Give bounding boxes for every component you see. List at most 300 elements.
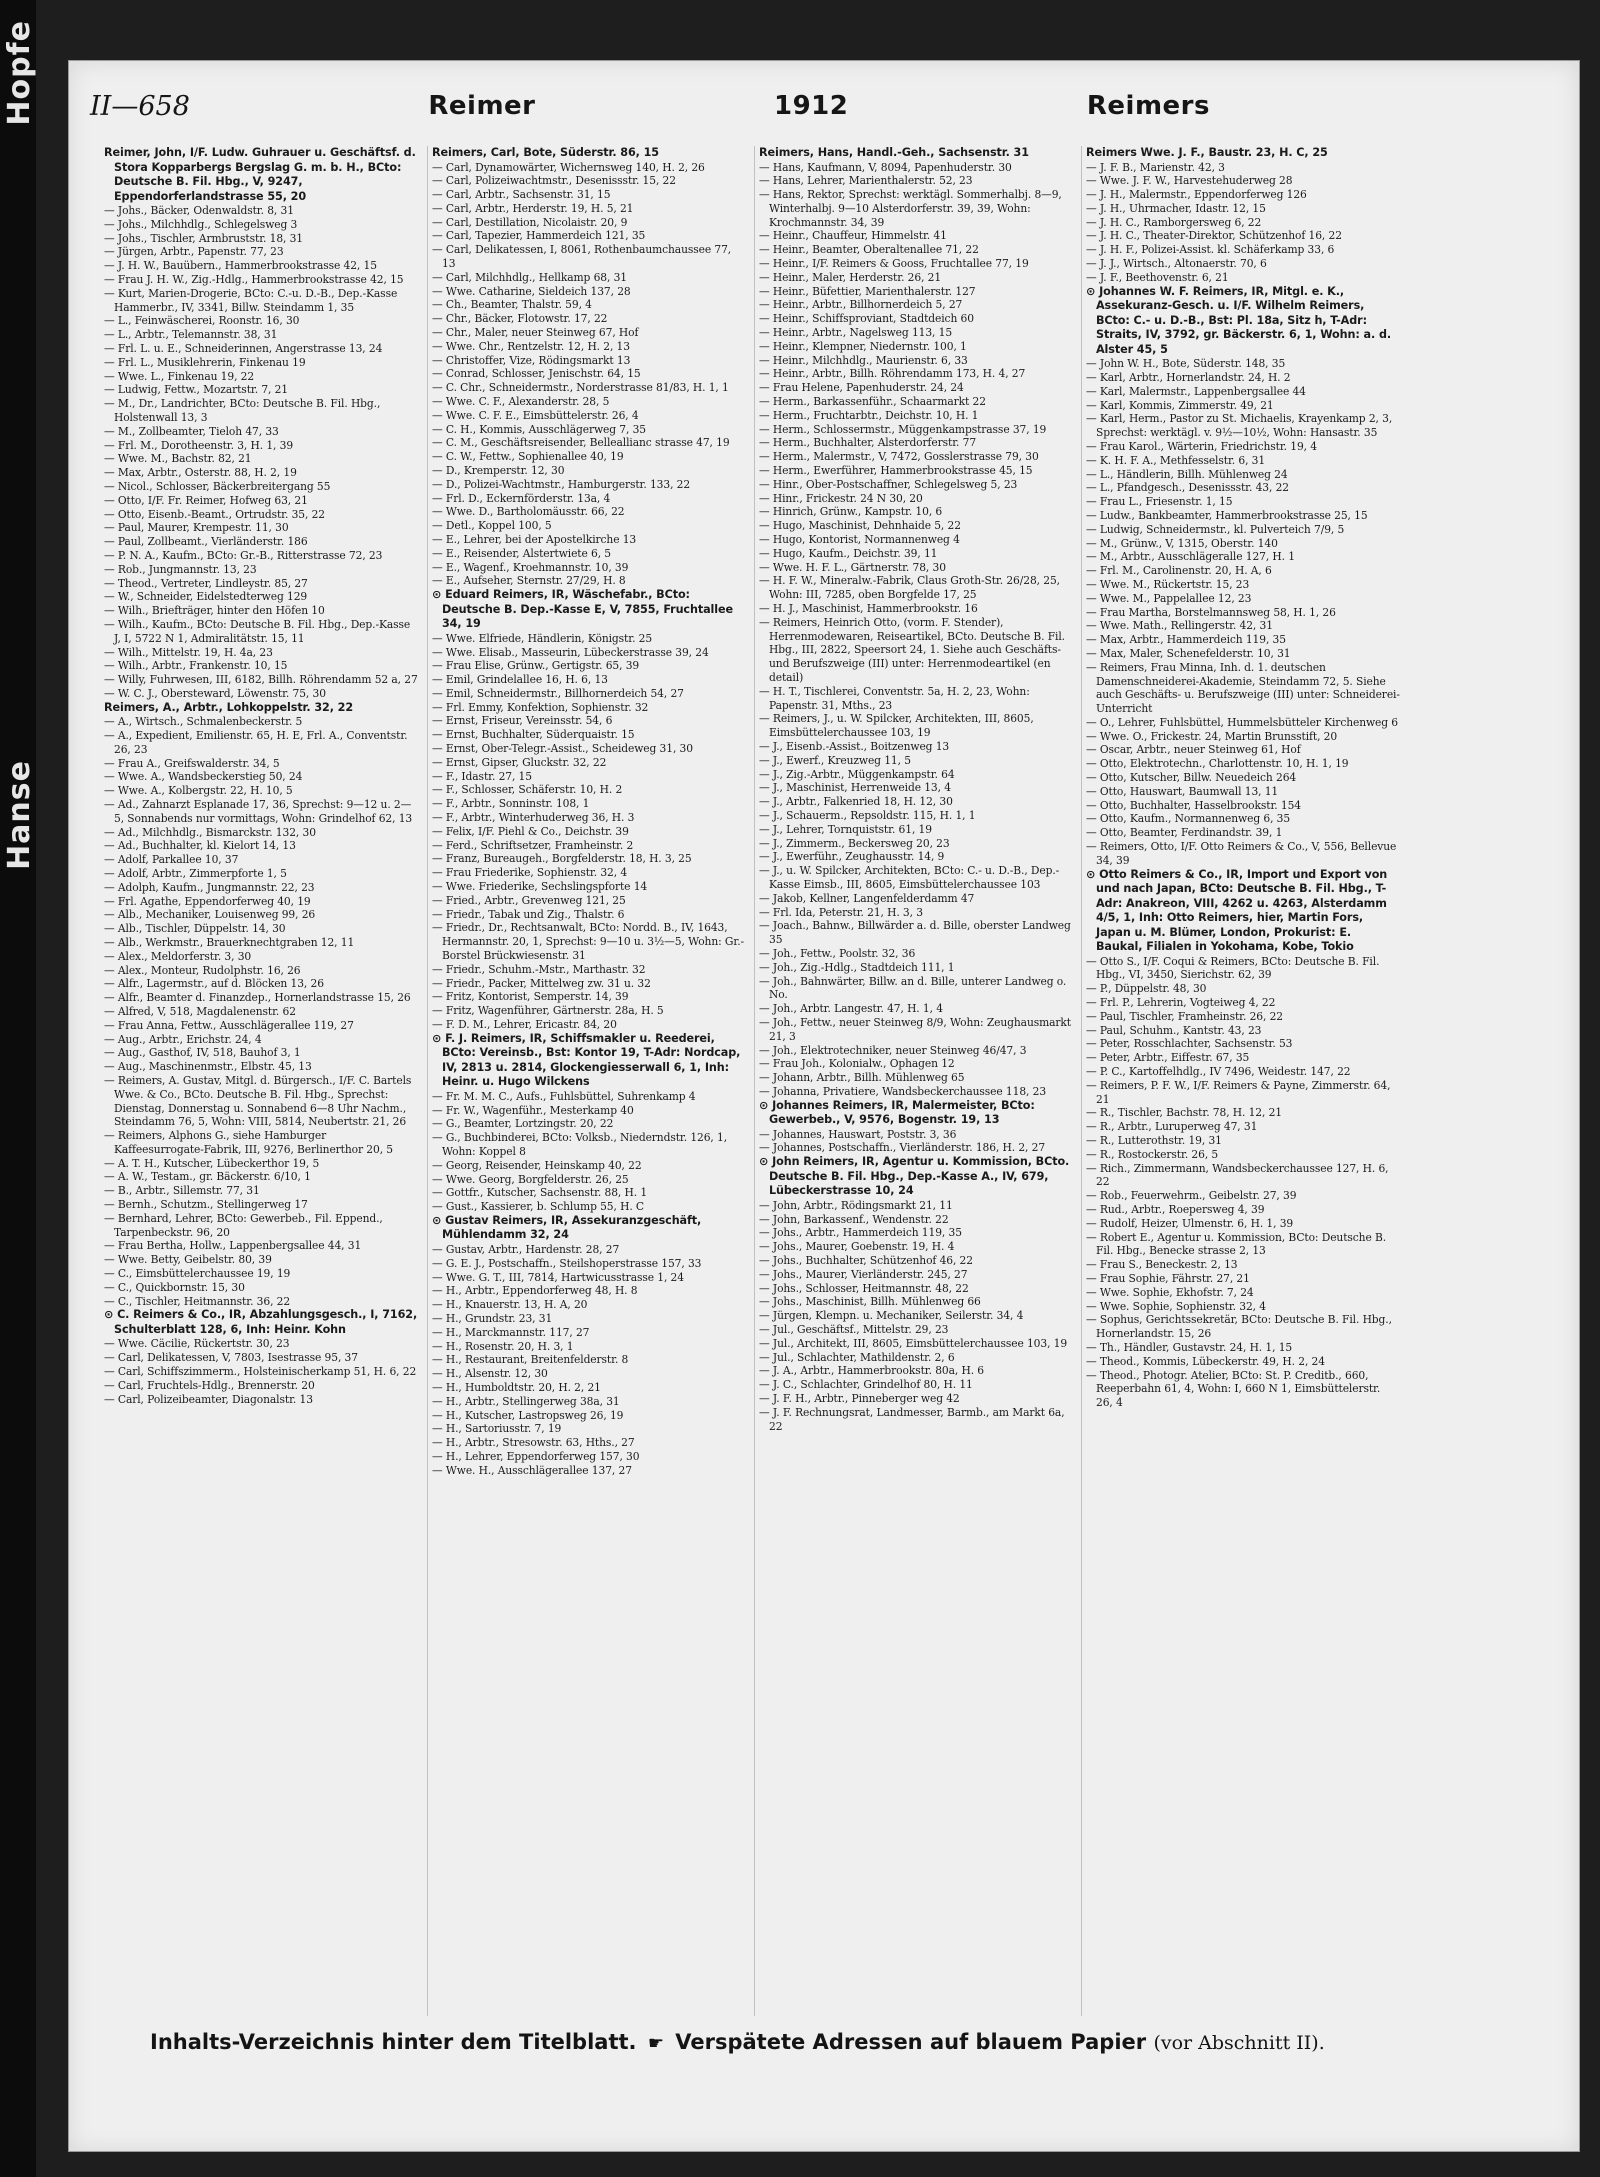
directory-entry: — E., Wagenf., Kroehmannstr. 10, 39 <box>432 560 629 574</box>
directory-column-1 <box>100 146 419 2016</box>
pointing-hand-icon: ☛ <box>647 2033 664 2054</box>
directory-entry: — P., Düppelstr. 48, 30 <box>1086 982 1207 996</box>
directory-entry: ⊙ Eduard Reimers, IR, Wäschefabr., BCto: Deutsche B. Dep.-Kasse E, V, 7855, Fruchtallee 34, 19 <box>432 588 733 631</box>
adjacent-page-text-bottom: Hanse <box>2 760 37 870</box>
directory-entry: — Johs., Bäcker, Odenwaldstr. 8, 31 <box>104 204 294 217</box>
directory-entry: — J. H. F., Polizei-Assist. kl. Schäferkamp 33, 6 <box>1086 243 1335 257</box>
directory-entry: — R., Lutterothstr. 19, 31 <box>1086 1134 1222 1148</box>
directory-entry: — Johs., Maurer, Goebenstr. 19, H. 4 <box>759 1240 955 1254</box>
directory-column-3 <box>754 146 1073 2016</box>
directory-entry: — Frau Bertha, Hollw., Lappenbergsallee 44, 31 <box>104 1239 362 1253</box>
directory-entry: — Johs., Maschinist, Billh. Mühlenweg 66 <box>759 1295 981 1309</box>
directory-entry: — J. F. Rechnungsrat, Landmesser, Barmb., am Markt 6a, 22 <box>759 1405 1065 1433</box>
directory-entry: — Wwe. H., Ausschlägerallee 137, 27 <box>432 1463 632 1477</box>
directory-column-4 <box>1081 146 1400 2016</box>
directory-entry: — Wwe. H. F. L., Gärtnerstr. 78, 30 <box>759 560 946 574</box>
directory-entry: — Ernst, Ober-Telegr.-Assist., Scheideweg 31, 30 <box>432 742 693 756</box>
directory-entry: — Johann, Arbtr., Billh. Mühlenweg 65 <box>759 1071 965 1085</box>
directory-entry: — Carl, Dynamowärter, Wichernsweg 140, H. 2, 26 <box>432 160 705 174</box>
directory-entry: — Heinr., Milchhdlg., Maurienstr. 6, 33 <box>759 353 968 367</box>
directory-entry: — Carl, Schiffszimmerm., Holsteinischerkamp 51, H. 6, 22 <box>104 1365 417 1379</box>
directory-entry: — J. H., Uhrmacher, Idastr. 12, 15 <box>1086 201 1266 215</box>
directory-entry: — Hans, Kaufmann, V, 8094, Papenhuderstr. 30 <box>759 160 1012 174</box>
directory-entry: — Herm., Barkassenführ., Schaarmarkt 22 <box>759 395 986 409</box>
directory-entry: — Heinr., Chauffeur, Himmelstr. 41 <box>759 229 947 243</box>
directory-entry: — P. C., Kartoffelhdlg., IV 7496, Weidestr. 147, 22 <box>1086 1065 1351 1079</box>
directory-entry: — C., Tischler, Heitmannstr. 36, 22 <box>104 1294 291 1308</box>
directory-entry: — Frau A., Greifswalderstr. 34, 5 <box>104 756 280 770</box>
directory-entry: — Wwe. Betty, Geibelstr. 80, 39 <box>104 1253 272 1267</box>
directory-entry: — J., Lehrer, Tornquiststr. 61, 19 <box>759 822 932 836</box>
directory-entry: — Detl., Koppel 100, 5 <box>432 519 552 533</box>
directory-entry: — Friedr., Tabak und Zig., Thalstr. 6 <box>432 907 625 921</box>
directory-entry: — H. J., Maschinist, Hammerbrookstr. 16 <box>759 602 978 615</box>
directory-entry: — Robert E., Agentur u. Kommission, BCto: Deutsche B. Fil. Hbg., Benecke strasse 2, 13 <box>1086 1230 1387 1258</box>
directory-entry: — Carl, Delikatessen, I, 8061, Rothenbaumchaussee 77, 13 <box>432 243 732 271</box>
directory-entry: — Friedr., Dr., Rechtsanwalt, BCto: Nordd. B., IV, 1643, Hermannstr. 20, 1, Sprechst: 9—10 u. 3½—5, Wohn: Gr.-Borstel Brückwiesenstr. 31 <box>432 921 745 963</box>
directory-entry: — Wwe. G. T., III, 7814, Hartwicusstrasse 1, 24 <box>432 1270 684 1284</box>
directory-entry: — Wwe. A., Wandsbeckerstieg 50, 24 <box>104 770 303 784</box>
directory-entry: — Reimers, Heinrich Otto, (vorm. F. Stender), Herrenmodewaren, Reiseartikel, BCto. Deutsche B. Fil. Hbg., III, 2822, Speersort 24, 1. Siehe auch Geschäfts- und Berufszweige (III) unter: Herrenmodeartikel (en detail) <box>759 615 1065 684</box>
directory-entry: — W., Schneider, Eidelstedterweg 129 <box>104 590 308 604</box>
directory-entry: — Wilh., Kaufm., BCto: Deutsche B. Fil. Hbg., Dep.-Kasse J, I, 5722 N 1, Admiralitätstr. 15, 11 <box>104 617 411 645</box>
directory-entry: — H., Kutscher, Lastropsweg 26, 19 <box>432 1408 624 1422</box>
directory-entry: — Herm., Ewerführer, Hammerbrookstrasse 45, 15 <box>759 464 1033 478</box>
directory-entry: — Johs., Maurer, Vierländerstr. 245, 27 <box>759 1267 968 1281</box>
directory-entry: — Paul, Zollbeamt., Vierländerstr. 186 <box>104 535 308 549</box>
directory-entry: — Oscar, Arbtr., neuer Steinweg 61, Hof <box>1086 743 1301 757</box>
directory-entry: — Heinr., Schiffsproviant, Stadtdeich 60 <box>759 312 974 326</box>
directory-entry: — Wwe. M., Pappelallee 12, 23 <box>1086 591 1252 605</box>
footer-section-reference: (vor Abschnitt II). <box>1153 2032 1325 2054</box>
directory-entry: — Joh., Fettw., neuer Steinweg 8/9, Wohn: Zeughausmarkt 21, 3 <box>759 1015 1072 1043</box>
directory-entry: — F., Arbtr., Winterhuderweg 36, H. 3 <box>432 811 635 825</box>
directory-entry: — Ad., Milchhdlg., Bismarckstr. 132, 30 <box>104 825 316 839</box>
directory-entry: — Reimers, Frau Minna, Inh. d. 1. deutschen Damenschneiderei-Akademie, Steindamm 72, 5. Siehe auch Geschäfts- u. Berufszweige (III) unter: Schneiderei-Unterricht <box>1086 660 1400 716</box>
directory-entry: — Reimers, P. F. W., I/F. Reimers & Payne, Zimmerstr. 64, 21 <box>1086 1078 1391 1106</box>
directory-entry: — Alb., Werkmstr., Brauerknechtgraben 12, 11 <box>104 935 355 949</box>
directory-entry: — W. C. J., Obersteward, Löwenstr. 75, 30 <box>104 686 326 700</box>
directory-entry: — Rich., Zimmermann, Wandsbeckerchaussee 127, H. 6, 22 <box>1086 1161 1389 1189</box>
directory-entry: — Fr. W., Wagenführ., Mesterkamp 40 <box>432 1103 634 1117</box>
directory-entry: — H., Lehrer, Eppendorferweg 157, 30 <box>432 1449 640 1463</box>
directory-entry: — Bernh., Schutzm., Stellingerweg 17 <box>104 1198 308 1212</box>
directory-entry: — Fritz, Wagenführer, Gärtnerstr. 28a, H. 5 <box>432 1004 664 1018</box>
directory-entry: — Jul., Schlachter, Mathildenstr. 2, 6 <box>759 1350 955 1364</box>
directory-entry: — E., Reisender, Alstertwiete 6, 5 <box>432 546 612 560</box>
directory-entry: — Aug., Maschinenmstr., Elbstr. 45, 13 <box>104 1060 312 1074</box>
directory-entry: — H., Arbtr., Eppendorferweg 48, H. 8 <box>432 1284 638 1298</box>
directory-entry: — Carl, Fruchtels-Hdlg., Brennerstr. 20 <box>104 1378 315 1392</box>
directory-entry: — Gottfr., Kutscher, Sachsenstr. 88, H. 1 <box>432 1186 648 1200</box>
directory-entry: — Otto, Eisenb.-Beamt., Ortrudstr. 35, 22 <box>104 507 325 521</box>
directory-entry: — Wwe. L., Finkenau 19, 22 <box>104 369 255 383</box>
directory-entry: — Herm., Schlossermstr., Müggenkampstrasse 37, 19 <box>759 422 1047 436</box>
directory-entry: — Ch., Beamter, Thalstr. 59, 4 <box>432 298 592 312</box>
directory-entry: — Frl. P., Lehrerin, Vogteiweg 4, 22 <box>1086 996 1276 1010</box>
directory-entry: ⊙ John Reimers, IR, Agentur u. Kommission, BCto. Deutsche B. Fil. Hbg., Dep.-Kasse A., IV, 679, Lübeckerstrasse 10, 24 <box>759 1155 1070 1198</box>
directory-entry: — Ad., Zahnarzt Esplanade 17, 36, Sprechst: 9—12 u. 2—5, Sonnabends nur vormittags, Wohn: Grindelhof 62, 13 <box>104 797 413 825</box>
directory-entry: — Wilh., Mittelstr. 19, H. 4a, 23 <box>104 645 273 659</box>
directory-entry: — Hans, Rektor, Sprechst: werktägl. Sommerhalbj. 8—9, Winterhalbj. 9—10 Alsterdorferstr. 39, 39, Wohn: Krochmannstr. 34, 39 <box>759 188 1062 229</box>
directory-entry: — Alb., Tischler, Düppelstr. 14, 30 <box>104 922 286 936</box>
directory-entry: — Ludwig, Fettw., Mozartstr. 7, 21 <box>104 383 289 397</box>
directory-entry: — Otto S., I/F. Coqui & Reimers, BCto: Deutsche B. Fil. Hbg., VI, 3450, Sierichstr. 62, 39 <box>1086 954 1380 982</box>
directory-entry: — Chr., Maler, neuer Steinweg 67, Hof <box>432 326 639 340</box>
directory-entry: — Joh., Arbtr. Langestr. 47, H. 1, 4 <box>759 1002 943 1016</box>
directory-entry: — Wilh., Briefträger, hinter den Höfen 10 <box>104 604 325 618</box>
directory-entry: — Reimers, Alphons G., siehe Hamburger Kaffeesurrogate-Fabrik, III, 9276, Berlinerthor 20, 5 <box>104 1129 393 1156</box>
directory-entry: — Johs., Arbtr., Hammerdeich 119, 35 <box>759 1226 962 1240</box>
directory-entry: — Johs., Tischler, Armbruststr. 18, 31 <box>104 231 304 245</box>
directory-entry: — Johs., Milchhdlg., Schlegelsweg 3 <box>104 217 298 231</box>
directory-entry: — Hugo, Kontorist, Normannenweg 4 <box>759 533 960 547</box>
directory-entry: — L., Feinwäscherei, Roonstr. 16, 30 <box>104 314 300 328</box>
directory-entry: — Carl, Arbtr., Sachsenstr. 31, 15 <box>432 188 611 202</box>
directory-entry: ⊙ Johannes Reimers, IR, Malermeister, BCto: Gewerbeb., V, 9576, Bogenstr. 19, 13 <box>759 1098 1035 1127</box>
directory-entry: — F., Arbtr., Sonninstr. 108, 1 <box>432 797 590 811</box>
directory-entry: — Carl, Destillation, Nicolaistr. 20, 9 <box>432 215 628 229</box>
page-header <box>90 80 1210 132</box>
directory-entry: Reimers Wwe. J. F., Baustr. 23, H. C, 25 <box>1086 146 1328 159</box>
directory-entry: — Carl, Polizeibeamter, Diagonalstr. 13 <box>104 1392 313 1406</box>
directory-entry: — P. N. A., Kaufm., BCto: Gr.-B., Ritterstrasse 72, 23 <box>104 548 383 562</box>
directory-entry: — G. E. J., Postschaffn., Steilshoperstrasse 157, 33 <box>432 1256 702 1270</box>
directory-entry: — Reimers, J., u. W. Spilcker, Architekten, III, 8605, Eimsbüttelerchaussee 103, 19 <box>759 712 1034 740</box>
directory-entry: — J., Eisenb.-Assist., Boitzenweg 13 <box>759 739 950 753</box>
directory-entry: — Christoffer, Vize, Rödingsmarkt 13 <box>432 353 631 367</box>
directory-entry: — Friedr., Packer, Mittelweg zw. 31 u. 32 <box>432 976 651 990</box>
directory-entry: — J. F. B., Marienstr. 42, 3 <box>1086 160 1225 174</box>
directory-entry: — J. A., Arbtr., Hammerbrookstr. 80a, H. 6 <box>759 1364 985 1378</box>
directory-entry: — Paul, Maurer, Krempestr. 11, 30 <box>104 521 289 535</box>
directory-entry: — Ernst, Gipser, Gluckstr. 32, 22 <box>432 755 607 769</box>
directory-entry: — Frl. Emmy, Konfektion, Sophienstr. 32 <box>432 700 649 714</box>
directory-entry: — Heinr., Arbtr., Billhornerdeich 5, 27 <box>759 298 963 312</box>
directory-entry: — Alb., Mechaniker, Louisenweg 99, 26 <box>104 908 316 922</box>
directory-entry: — J. H. C., Theater-Direktor, Schützenhof 16, 22 <box>1086 229 1342 243</box>
directory-entry: — Alfred, V, 518, Magdalenenstr. 62 <box>104 1004 296 1018</box>
directory-entry: — Frau Friederike, Sophienstr. 32, 4 <box>432 866 628 880</box>
directory-entry: — C. W., Fettw., Sophienallee 40, 19 <box>432 450 624 464</box>
directory-entry: — Frau Helene, Papenhuderstr. 24, 24 <box>759 381 964 395</box>
directory-entry: — Wilh., Arbtr., Frankenstr. 10, 15 <box>104 659 288 673</box>
directory-entry: — Frl. Ida, Peterstr. 21, H. 3, 3 <box>759 905 923 919</box>
directory-entry: — Theod., Photogr. Atelier, BCto: St. P. Creditb., 660, Reeperbahn 61, 4, Wohn: I, 660 N 1, Eimsbüttelerstr. 26, 4 <box>1086 1368 1381 1410</box>
directory-entry: — A. W., Testam., gr. Bäckerstr. 6/10, 1 <box>104 1170 311 1184</box>
directory-entry: — Theod., Kommis, Lübeckerstr. 49, H. 2, 24 <box>1086 1354 1325 1368</box>
directory-entry: — Hugo, Maschinist, Dehnhaide 5, 22 <box>759 519 961 533</box>
directory-entry: — Ernst, Friseur, Vereinsstr. 54, 6 <box>432 714 613 728</box>
directory-entry: — Rob., Feuerwehrm., Geibelstr. 27, 39 <box>1086 1189 1297 1203</box>
directory-entry: Reimer, John, I/F. Ludw. Guhrauer u. Geschäftsf. d. Stora Kopparbergs Bergslag G. m. b. H., BCto: Deutsche B. Fil. Hbg., V, 9247, Eppendorferlandstrasse 55, 20 <box>104 146 416 203</box>
page-number: II—658 <box>90 90 190 122</box>
directory-entry: — R., Rostockerstr. 26, 5 <box>1086 1147 1219 1161</box>
directory-entry: — Gustav, Arbtr., Hardenstr. 28, 27 <box>432 1242 620 1256</box>
directory-entry: — Joh., Zig.-Hdlg., Stadtdeich 111, 1 <box>759 960 955 974</box>
directory-entry: ⊙ Johannes W. F. Reimers, IR, Mitgl. e. K., Assekuranz-Gesch. u. I/F. Wilhelm Reimers, BCto: C.- u. D.-B., Bst: Pl. 18a, Sitz h, T-Adr: Straits, IV, 3792, gr. Bäckerstr. 6, 1, Wohn: a. d. Alster 45, 5 <box>1086 284 1391 356</box>
directory-entry: — Heinr., Arbtr., Billh. Röhrendamm 173, H. 4, 27 <box>759 367 1026 381</box>
directory-entry: — D., Kremperstr. 12, 30 <box>432 464 565 478</box>
directory-entry: — Wwe. Catharine, Sieldeich 137, 28 <box>432 284 631 298</box>
directory-entry: — Friedr., Schuhm.-Mstr., Marthastr. 32 <box>432 962 646 976</box>
directory-entry: — C. Chr., Schneidermstr., Norderstrasse 81/83, H. 1, 1 <box>432 381 729 395</box>
directory-entry: — Wwe. Sophie, Ekhofstr. 7, 24 <box>1086 1285 1254 1299</box>
directory-entry: — Joh., Bahnwärter, Billw. an d. Bille, unterer Landweg o. No. <box>759 974 1067 1002</box>
directory-entry: — A., Wirtsch., Schmalenbeckerstr. 5 <box>104 715 303 729</box>
directory-entry: — Otto, Beamter, Ferdinandstr. 39, 1 <box>1086 826 1283 840</box>
directory-entry: — Ludwig, Schneidermstr., kl. Pulverteich 7/9, 5 <box>1086 522 1345 536</box>
directory-entry: — Johs., Buchhalter, Schützenhof 46, 22 <box>759 1253 973 1267</box>
directory-entry: — Paul, Schuhm., Kantstr. 43, 23 <box>1086 1023 1262 1037</box>
directory-entry: — E., Lehrer, bei der Apostelkirche 13 <box>432 533 637 547</box>
directory-entry: — Alex., Meldorferstr. 3, 30 <box>104 949 252 963</box>
directory-entry: — J. F. H., Arbtr., Pinneberger weg 42 <box>759 1391 960 1405</box>
directory-entry: — Max, Arbtr., Hammerdeich 119, 35 <box>1086 633 1286 647</box>
adjacent-page-text-top: Hopfe <box>2 20 37 126</box>
directory-entry: — J., Zig.-Arbtr., Müggenkampstr. 64 <box>759 767 955 781</box>
directory-entry: — Heinr., Büfettier, Marienthalerstr. 127 <box>759 284 976 298</box>
directory-entry: — Fried., Arbtr., Grevenweg 121, 25 <box>432 893 626 907</box>
directory-entry: — J. H., Malermstr., Eppendorferweg 126 <box>1086 188 1307 202</box>
directory-entry: — D., Polizei-Wachtmstr., Hamburgerstr. 133, 22 <box>432 477 691 491</box>
directory-entry: — J., Ewerführ., Zeughausstr. 14, 9 <box>759 850 945 864</box>
directory-entry: — H., Grundstr. 23, 31 <box>432 1311 553 1325</box>
directory-entry: — Otto, Hauswart, Baumwall 13, 11 <box>1086 784 1279 798</box>
directory-entry: — Otto, Elektrotechn., Charlottenstr. 10, H. 1, 19 <box>1086 757 1349 771</box>
directory-entry: — Gust., Kassierer, b. Schlump 55, H. C <box>432 1200 644 1214</box>
directory-entry: — Jürgen, Arbtr., Papenstr. 77, 23 <box>104 245 284 259</box>
directory-entry: — Ferd., Schriftsetzer, Framheinstr. 2 <box>432 838 634 852</box>
directory-entry: — Frau Karol., Wärterin, Friedrichstr. 19, 4 <box>1086 439 1317 453</box>
directory-entry: — Frl. L., Musiklehrerin, Finkenau 19 <box>104 355 306 369</box>
directory-entry: — Ernst, Buchhalter, Süderquaistr. 15 <box>432 728 635 742</box>
directory-entry: — H., Arbtr., Stresowstr. 63, Hths., 27 <box>432 1436 635 1450</box>
directory-entry: — C., Quickbornstr. 15, 30 <box>104 1280 245 1294</box>
directory-entry: — Adolf, Parkallee 10, 37 <box>104 853 239 867</box>
directory-entry: — Frau Sophie, Fährstr. 27, 21 <box>1086 1271 1250 1285</box>
directory-entry: — Fritz, Kontorist, Semperstr. 14, 39 <box>432 990 629 1004</box>
directory-entry: — Emil, Grindelallee 16, H. 6, 13 <box>432 673 608 687</box>
directory-entry: — Paul, Tischler, Framheinstr. 26, 22 <box>1086 1009 1283 1023</box>
directory-entry: — F., Schlosser, Schäferstr. 10, H. 2 <box>432 783 623 797</box>
header-last-name: Reimers <box>1086 91 1210 121</box>
directory-entry: — Georg, Reisender, Heinskamp 40, 22 <box>432 1158 642 1172</box>
directory-entry: — K. H. F. A., Methfesselstr. 6, 31 <box>1086 453 1266 467</box>
directory-entry: — Heinr., Maler, Herderstr. 26, 21 <box>759 270 942 284</box>
directory-entry: — Frau J. H. W., Zig.-Hdlg., Hammerbrookstrasse 42, 15 <box>104 272 404 286</box>
page-footer <box>150 2030 1450 2054</box>
directory-entry: — Johanna, Privatiere, Wandsbeckerchaussee 118, 23 <box>759 1084 1047 1098</box>
directory-entry: — H. T., Tischlerei, Conventstr. 5a, H. 2, 23, Wohn: Papenstr. 31, Mths., 23 <box>759 684 1030 712</box>
directory-entry: — F., Idastr. 27, 15 <box>432 769 532 783</box>
directory-entry: — J., Ewerf., Kreuzweg 11, 5 <box>759 753 911 767</box>
directory-entry: — J. F., Beethovenstr. 6, 21 <box>1086 270 1229 284</box>
directory-entry: — Carl, Polizeiwachtmstr., Desenissstr. 15, 22 <box>432 174 676 188</box>
directory-entry: — Herm., Buchhalter, Alsterdorferstr. 77 <box>759 436 977 450</box>
directory-entry: — M., Grünw., V, 1315, Oberstr. 140 <box>1086 536 1278 550</box>
directory-entry: — Herm., Fruchtarbtr., Deichstr. 10, H. 1 <box>759 408 979 422</box>
directory-entry: — A., Expedient, Emilienstr. 65, H. E, Frl. A., Conventstr. 26, 23 <box>104 728 408 756</box>
directory-entry: — Wwe. Chr., Rentzelstr. 12, H. 2, 13 <box>432 339 630 353</box>
directory-entry: — H. F. W., Mineralw.-Fabrik, Claus Groth-Str. 26/28, 25, Wohn: III, 7285, oben Borgfelde 17, 25 <box>759 574 1060 602</box>
directory-entry: — Karl, Kommis, Zimmerstr. 49, 21 <box>1086 398 1274 412</box>
directory-entry: — H., Restaurant, Breitenfelderstr. 8 <box>432 1353 629 1367</box>
directory-entry: — Frau Martha, Borstelmannsweg 58, H. 1, 26 <box>1086 605 1336 619</box>
footer-late-addresses-note: Verspätete Adressen auf blauem Papier <box>675 2030 1147 2054</box>
directory-entry: — Reimers, A. Gustav, Mitgl. d. Bürgersch., I/F. C. Bartels Wwe. & Co., BCto. Deutsche B. Fil. Hbg., Sprechst: Dienstag, Donnerstag u. Sonnabend 6—8 Uhr Nachm., Steindamm 76, 5, Wohn: VIII, 5814, Neubertstr. 21, 26 <box>104 1073 412 1129</box>
directory-entry: — B., Arbtr., Sillemstr. 77, 31 <box>104 1184 260 1198</box>
directory-entry: — Fr. M. M. C., Aufs., Fuhlsbüttel, Suhrenkamp 4 <box>432 1089 696 1103</box>
directory-entry: — J., u. W. Spilcker, Architekten, BCto: C.- u. D.-B., Dep.-Kasse Eimsb., III, 8605, Eimsbüttelerchaussee 103 <box>759 864 1060 891</box>
directory-entry: — J., Arbtr., Falkenried 18, H. 12, 30 <box>759 795 953 809</box>
directory-entry: — Wwe. Elisab., Masseurin, Lübeckerstrasse 39, 24 <box>432 645 709 659</box>
directory-entry: — Hugo, Kaufm., Deichstr. 39, 11 <box>759 546 938 560</box>
directory-entry: — Wwe. A., Kolbergstr. 22, H. 10, 5 <box>104 784 293 798</box>
directory-entry: — H., Rosenstr. 20, H. 3, 1 <box>432 1339 574 1353</box>
directory-entry: — C., Eimsbüttelerchaussee 19, 19 <box>104 1267 291 1281</box>
directory-entry: — Frau S., Beneckestr. 2, 13 <box>1086 1258 1238 1272</box>
directory-entry: — Max, Arbtr., Osterstr. 88, H. 2, 19 <box>104 466 297 480</box>
directory-entry: ⊙ Gustav Reimers, IR, Assekuranzgeschäft, Mühlendamm 32, 24 <box>432 1213 702 1242</box>
directory-entry: — Hinrich, Grünw., Kampstr. 10, 6 <box>759 505 943 519</box>
directory-entry: ⊙ Otto Reimers & Co., IR, Import und Export von und nach Japan, BCto: Deutsche B. Fil. Hbg., T-Adr: Anakreon, VIII, 4262 u. 4263, Alsterdamm 4/5, 1, Inh: Otto Reimers, hier, Martin Fors, Japan u. M. Blümer, London, Prokurist: E. Baukal, Filialen in Yokohama, Kobe, Tokio <box>1086 867 1388 954</box>
directory-entry: — Wwe. Elfriede, Händlerin, Königstr. 25 <box>432 631 653 645</box>
directory-entry: — Carl, Milchhdlg., Hellkamp 68, 31 <box>432 270 627 284</box>
directory-entry: — Johs., Schlosser, Heitmannstr. 48, 22 <box>759 1281 969 1295</box>
directory-entry: — C. H., Kommis, Ausschlägerweg 7, 35 <box>432 422 646 436</box>
directory-entry: — G., Beamter, Lortzingstr. 20, 22 <box>432 1117 614 1131</box>
directory-entry: — Rud., Arbtr., Roepersweg 4, 39 <box>1086 1203 1265 1216</box>
directory-entry: — Wwe. O., Frickestr. 24, Martin Brunsstift, 20 <box>1086 729 1338 743</box>
directory-entry: — Emil, Schneidermstr., Billhornerdeich 54, 27 <box>432 686 684 700</box>
directory-entry: — Jürgen, Klempn. u. Mechaniker, Seilerstr. 34, 4 <box>759 1309 1024 1323</box>
directory-entry: — E., Aufseher, Sternstr. 27/29, H. 8 <box>432 574 626 588</box>
directory-entry: Reimers, A., Arbtr., Lohkoppelstr. 32, 22 <box>104 700 354 714</box>
directory-entry: — Alfr., Lagermstr., auf d. Blöcken 13, 26 <box>104 977 324 991</box>
directory-entry: — Jul., Geschäftsf., Mittelstr. 29, 23 <box>759 1322 949 1336</box>
directory-entry: — Wwe. C. F. E., Eimsbüttelerstr. 26, 4 <box>432 408 639 422</box>
directory-entry: — Bernhard, Lehrer, BCto: Gewerbeb., Fil. Eppend., Tarpenbeckstr. 96, 20 <box>104 1211 383 1239</box>
directory-entry: — Karl, Herm., Pastor zu St. Michaelis, Krayenkamp 2, 3, Sprechst: werktägl. v. 9½—10½, Wohn: Hansastr. 35 <box>1086 412 1393 440</box>
directory-entry: — A. T. H., Kutscher, Lübeckerthor 19, 5 <box>104 1156 320 1170</box>
directory-entry: Reimers, Hans, Handl.-Geh., Sachsenstr. 31 <box>759 146 1029 159</box>
directory-entry: — Karl, Arbtr., Hornerlandstr. 24, H. 2 <box>1086 370 1291 384</box>
directory-entry: — Frl. L. u. E., Schneiderinnen, Angerstrasse 13, 24 <box>104 341 383 355</box>
directory-entry: — Franz, Bureaugeh., Borgfelderstr. 18, H. 3, 25 <box>432 852 692 866</box>
directory-entry: — M., Dr., Landrichter, BCto: Deutsche B. Fil. Hbg., Holstenwall 13, 3 <box>104 397 381 424</box>
directory-entry: — Frl. M., Dorotheenstr. 3, H. 1, 39 <box>104 438 294 452</box>
directory-entry: — M., Arbtr., Ausschlägeralle 127, H. 1 <box>1086 550 1295 564</box>
directory-entry: — Carl, Delikatessen, V, 7803, Isestrasse 95, 37 <box>104 1351 358 1365</box>
directory-entry: — Reimers, Otto, I/F. Otto Reimers & Co., V, 556, Bellevue 34, 39 <box>1086 840 1397 867</box>
directory-entry: ⊙ F. J. Reimers, IR, Schiffsmakler u. Reederei, BCto: Vereinsb., Bst: Kontor 19, T-Adr: Nordcap, IV, 2813 u. 2814, Glockengiesserwall 6, 1, Inh: Heinr. u. Hugo Wilckens <box>432 1031 741 1089</box>
directory-entry: — John W. H., Bote, Süderstr. 148, 35 <box>1086 357 1286 371</box>
directory-entry: — Frau L., Friesenstr. 1, 15 <box>1086 495 1233 509</box>
directory-entry: — J., Maschinist, Herrenweide 13, 4 <box>759 781 951 795</box>
directory-entry: — C. M., Geschäftsreisender, Belleallianc strasse 47, 19 <box>432 436 730 450</box>
directory-entry: — J., Schauerm., Repsoldstr. 115, H. 1, 1 <box>759 808 976 822</box>
directory-entry: — Wwe. D., Bartholomäusstr. 66, 22 <box>432 505 625 519</box>
directory-entry: — L., Arbtr., Telemannstr. 38, 31 <box>104 328 278 342</box>
directory-entry: — Aug., Arbtr., Erichstr. 24, 4 <box>104 1032 262 1046</box>
footer-index-note: Inhalts-Verzeichnis hinter dem Titelblatt. <box>150 2030 637 2054</box>
directory-entry: — Frl. M., Carolinenstr. 20, H. A, 6 <box>1086 564 1272 578</box>
directory-entry: — Wwe. Friederike, Sechslingspforte 14 <box>432 880 648 894</box>
directory-entry: — Heinr., Beamter, Oberaltenallee 71, 22 <box>759 243 979 257</box>
directory-entry: — Peter, Arbtr., Eiffestr. 67, 35 <box>1086 1051 1250 1065</box>
directory-entry: — Carl, Tapezier, Hammerdeich 121, 35 <box>432 229 646 243</box>
directory-entry: — R., Arbtr., Luruperweg 47, 31 <box>1086 1120 1258 1134</box>
directory-entry: — Frl. Agathe, Eppendorferweg 40, 19 <box>104 894 311 908</box>
directory-entry: — Wwe. Cäcilie, Rückertstr. 30, 23 <box>104 1337 290 1351</box>
directory-entry: — H., Marckmannstr. 117, 27 <box>432 1325 590 1339</box>
directory-entry: — F. D. M., Lehrer, Ericastr. 84, 20 <box>432 1018 617 1032</box>
directory-entry: — Carl, Arbtr., Herderstr. 19, H. 5, 21 <box>432 201 634 215</box>
directory-entry: — Theod., Vertreter, Lindleystr. 85, 27 <box>104 576 308 590</box>
directory-entry: — Rudolf, Heizer, Ulmenstr. 6, H. 1, 39 <box>1086 1216 1294 1230</box>
directory-entry: — Herm., Malermstr., V, 7472, Gosslerstrasse 79, 30 <box>759 450 1039 464</box>
directory-entry: — L., Pfandgesch., Desenissstr. 43, 22 <box>1086 481 1290 495</box>
directory-entry: — G., Buchbinderei, BCto: Volksb., Niederndstr. 126, 1, Wohn: Koppel 8 <box>432 1131 728 1158</box>
directory-entry: — Otto, Kaufm., Normannenweg 6, 35 <box>1086 812 1291 826</box>
directory-entry: — Jul., Architekt, III, 8605, Eimsbüttelerchaussee 103, 19 <box>759 1336 1068 1350</box>
directory-entry: — Wwe. M., Bachstr. 82, 21 <box>104 452 252 466</box>
directory-entry: — Otto, I/F. Fr. Reimer, Hofweg 63, 21 <box>104 493 308 507</box>
directory-entry: — Max, Maler, Schenefelderstr. 10, 31 <box>1086 646 1291 660</box>
directory-entry: — Adolph, Kaufm., Jungmannstr. 22, 23 <box>104 880 315 894</box>
directory-entry: — Alfr., Beamter d. Finanzdep., Hornerlandstrasse 15, 26 <box>104 991 411 1005</box>
directory-column-2 <box>427 146 746 2016</box>
directory-entry: — John, Barkassenf., Wendenstr. 22 <box>759 1212 949 1226</box>
directory-entry: — L., Händlerin, Billh. Mühlenweg 24 <box>1086 467 1288 481</box>
directory-entry: — Wwe. Math., Rellingerstr. 42, 31 <box>1086 619 1273 633</box>
directory-entry: — Ludw., Bankbeamter, Hammerbrookstrasse 25, 15 <box>1086 508 1368 522</box>
header-first-name: Reimer <box>428 91 536 121</box>
directory-entry: — Frau Elise, Grünw., Gertigstr. 65, 39 <box>432 659 640 673</box>
directory-entry: — J. H. C., Ramborgersweg 6, 22 <box>1086 215 1262 229</box>
directory-entry: — Chr., Bäcker, Flotowstr. 17, 22 <box>432 312 608 326</box>
directory-entry: — H., Sartoriusstr. 7, 19 <box>432 1422 562 1436</box>
directory-entry: — John, Arbtr., Rödingsmarkt 21, 11 <box>759 1198 953 1212</box>
directory-entry: — Wwe. J. F. W., Harvestehuderweg 28 <box>1086 174 1293 188</box>
directory-entry: — Karl, Malermstr., Lappenbergsallee 44 <box>1086 384 1306 398</box>
directory-entry: — Adolf, Arbtr., Zimmerpforte 1, 5 <box>104 866 287 880</box>
directory-entry: — Willy, Fuhrwesen, III, 6182, Billh. Röhrendamm 52 a, 27 <box>104 673 418 687</box>
directory-entry: — Wwe. M., Rückertstr. 15, 23 <box>1086 577 1250 591</box>
directory-entry: — Felix, I/F. Piehl & Co., Deichstr. 39 <box>432 824 629 838</box>
directory-entry: — Johannes, Postschaffn., Vierländerstr. 186, H. 2, 27 <box>759 1141 1046 1155</box>
directory-entry: — Heinr., I/F. Reimers & Gooss, Fruchtallee 77, 19 <box>759 257 1029 271</box>
directory-entry: — Peter, Rosschlachter, Sachsenstr. 53 <box>1086 1037 1293 1051</box>
directory-entry: — Heinr., Klempner, Niedernstr. 100, 1 <box>759 339 967 353</box>
directory-entry: — Kurt, Marien-Drogerie, BCto: C.-u. D.-B., Dep.-Kasse Hammerbr., IV, 3341, Billw. Steindamm 1, 35 <box>104 286 398 314</box>
directory-entry: — Otto, Kutscher, Billw. Neuedeich 264 <box>1086 771 1297 785</box>
directory-entry: — Aug., Gasthof, IV, 518, Bauhof 3, 1 <box>104 1046 301 1060</box>
directory-entry: — Frau Joh., Kolonialw., Ophagen 12 <box>759 1057 955 1071</box>
directory-entry: — J. C., Schlachter, Grindelhof 80, H. 11 <box>759 1378 973 1392</box>
directory-entry: — Alex., Monteur, Rudolphstr. 16, 26 <box>104 963 301 977</box>
directory-entry: ⊙ C. Reimers & Co., IR, Abzahlungsgesch., I, 7162, Schulterblatt 128, 6, Inh: Heinr. Kohn <box>104 1308 418 1336</box>
directory-entry: — Wwe. Sophie, Sophienstr. 32, 4 <box>1086 1299 1266 1313</box>
directory-entry: — Th., Händler, Gustavstr. 24, H. 1, 15 <box>1086 1340 1293 1354</box>
directory-entry: — O., Lehrer, Fuhlsbüttel, Hummelsbütteler Kirchenweg 6 <box>1086 715 1399 729</box>
directory-entry: — Johannes, Hauswart, Poststr. 3, 36 <box>759 1127 957 1141</box>
directory-entry: — Hinr., Frickestr. 24 N 30, 20 <box>759 491 923 505</box>
directory-entry: — H., Arbtr., Stellingerweg 38a, 31 <box>432 1394 620 1408</box>
directory-entry: — Nicol., Schlosser, Bäckerbreitergang 55 <box>104 479 331 493</box>
directory-entry: — Heinr., Arbtr., Nagelsweg 113, 15 <box>759 326 953 340</box>
